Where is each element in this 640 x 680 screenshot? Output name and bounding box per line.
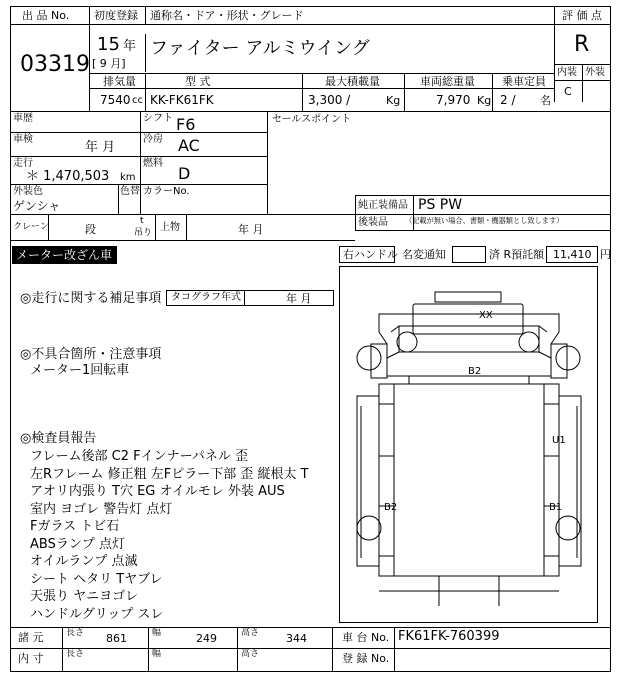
options-value: PS PW (418, 197, 463, 213)
divider (332, 627, 333, 672)
chassis-label: 車 台 No. (342, 631, 390, 644)
aftermarket-note: （記載が無い場合、書類・機器類とし致します） (405, 217, 564, 226)
width-value: 249 (196, 632, 217, 645)
reg-year-unit: 年 (123, 39, 137, 54)
divider (355, 214, 611, 215)
divider (582, 64, 583, 102)
divider (148, 627, 149, 672)
divider (237, 627, 238, 672)
lot-no-label: 出 品 No. (22, 9, 70, 22)
inspection-value: 年 月 (85, 140, 116, 155)
tacho-value: 年 月 (286, 292, 312, 305)
gross-weight-label: 車両総重量 (420, 75, 475, 88)
tacho-label: タコグラフ年式 (171, 292, 241, 303)
displacement-value: 7540 (100, 93, 131, 107)
model-value: KK-FK61FK (150, 93, 214, 107)
max-load-unit: Kg (386, 94, 401, 107)
history-label: 車歴 (13, 113, 33, 124)
side-panels (357, 396, 581, 566)
report-line: オイルランプ 点滅 (30, 554, 138, 569)
report-line: 左Rフレーム 修正粗 左Fピラー下部 歪 縦根太 T (30, 466, 309, 482)
mark-xx: XX (479, 310, 493, 321)
divider (267, 111, 268, 214)
divider (10, 184, 267, 185)
divider (145, 6, 146, 24)
wheel-front-left (357, 346, 381, 370)
inner-height-label: 高さ (241, 649, 260, 659)
divider (244, 290, 245, 306)
shift-label: シフト (143, 113, 173, 124)
divider (554, 6, 555, 102)
wheel-rear-right (556, 516, 580, 540)
score-label: 評 価 点 (562, 9, 602, 22)
divider (89, 88, 554, 89)
divider (62, 627, 63, 672)
reg-year: 15 (97, 34, 120, 55)
roof-marker (435, 292, 501, 302)
ac-label: 冷房 (143, 134, 163, 145)
color-label: 外装色 (13, 186, 43, 197)
divider (10, 648, 611, 649)
mark-u1: U1 (552, 435, 566, 446)
report-line: 室内 ヨゴレ 警告灯 点灯 (30, 501, 173, 517)
mark-b2-rear: B2 (384, 502, 398, 513)
crane-t: t (140, 216, 144, 226)
crane-top-label: 上物 (160, 222, 180, 233)
options-label: 純正装備品 (358, 200, 408, 211)
report-line: シート ヘタリ Tヤブレ (30, 571, 163, 587)
length-value: 861 (106, 632, 127, 645)
interior-grade: C (564, 85, 572, 98)
deposit-label: 済 R預託額 (489, 248, 545, 261)
height-value: 344 (286, 632, 307, 645)
ac-value: AC (178, 136, 200, 155)
divider (186, 214, 187, 240)
report-line: フレーム後部 C2 Fインナーパネル 歪 (30, 449, 249, 464)
model-label: 型 式 (185, 75, 211, 88)
divider (10, 132, 267, 133)
divider (140, 111, 141, 214)
name-change-box (452, 246, 486, 263)
mileage-label: 走行 (13, 158, 33, 169)
interior-label: 内装 (557, 67, 577, 78)
car-name: ファイター アルミウイング (150, 38, 370, 59)
crane-dan: 段 (85, 223, 96, 236)
reg-no-label: 登 録 No. (342, 652, 390, 665)
capacity-label: 乗車定員 (502, 75, 546, 88)
lot-number: 03319 (20, 52, 90, 77)
exterior-label: 外装 (585, 67, 605, 78)
divider (302, 73, 303, 111)
divider (118, 184, 119, 214)
divider (10, 111, 611, 112)
gross-weight-unit: Kg (477, 94, 492, 107)
divider (145, 34, 146, 72)
dims-label: 諸 元 (18, 631, 44, 644)
reg-month: [ 9 月] (92, 57, 126, 70)
headlight-right (519, 332, 539, 352)
aftermarket-label: 後装品 (358, 217, 388, 228)
cargo-box (379, 384, 559, 576)
inspector-title: ◎検査員報告 (20, 431, 97, 446)
width-label: 幅 (152, 628, 162, 638)
fuel-label: 燃料 (143, 158, 163, 169)
supplement-title: ◎走行に関する補足事項 (20, 291, 162, 306)
meter-tamper-badge: メーター改ざん車 (12, 246, 117, 264)
divider (10, 156, 267, 157)
defect-note: メーター1回転車 (30, 363, 130, 378)
name-label: 通称名・ドア・形状・グレード (150, 9, 304, 22)
divider (355, 195, 356, 230)
gross-weight-value: 7,970 (436, 93, 471, 107)
inner-width-label: 幅 (152, 649, 162, 659)
divider (404, 73, 405, 111)
divider (155, 214, 156, 240)
divider (10, 627, 611, 628)
vehicle-diagram (339, 266, 598, 623)
mileage-unit: km (120, 172, 136, 183)
divider (492, 73, 493, 111)
wheel-front-right (556, 346, 580, 370)
deposit-amount: 11,410 (553, 248, 592, 261)
crane-year-month: 年 月 (238, 223, 264, 236)
headlight-left (397, 332, 417, 352)
displacement-unit: cc (132, 95, 143, 106)
divider (89, 73, 554, 74)
deposit-unit: 円 (600, 248, 611, 261)
right-handle-label: 右ハンドル (343, 248, 398, 261)
shift-value: F6 (176, 115, 196, 134)
inner-label: 内 寸 (18, 652, 44, 665)
divider (394, 627, 395, 672)
divider (10, 24, 554, 25)
name-change-label: 名変通知 (402, 248, 446, 261)
report-line: ハンドルグリップ スレ (30, 606, 164, 622)
inner-length-label: 長さ (66, 649, 85, 659)
fuel-value: D (178, 164, 191, 183)
divider (355, 195, 611, 196)
max-load-label: 最大積載量 (325, 75, 380, 88)
displacement-label: 排気量 (103, 75, 136, 88)
divider (10, 214, 355, 215)
score-value: R (574, 32, 590, 57)
crane-hoist: 吊り (134, 228, 153, 238)
divider (145, 73, 146, 111)
first-reg-label: 初度登録 (94, 9, 138, 22)
max-load-value: 3,300 / (308, 93, 351, 107)
mark-b2-front: B2 (468, 366, 482, 377)
capacity-unit: 名 (540, 94, 551, 107)
report-line: 天張り ヤニヨゴレ (30, 589, 139, 604)
roof-panel (413, 304, 523, 334)
height-label: 高さ (241, 628, 260, 638)
report-line: Fガラス トビ石 (30, 519, 120, 534)
windshield (399, 326, 539, 352)
sales-point-label: セールスポイント (272, 114, 352, 125)
divider (10, 240, 355, 241)
mark-b1: B1 (549, 502, 563, 513)
divider (554, 24, 611, 25)
crane-label: クレーン (13, 222, 49, 232)
color-value: ゲンシャ (13, 199, 61, 213)
mileage-value: ＊ 1,470,503 (26, 169, 110, 184)
color-code-label: カラーNo. (143, 186, 190, 197)
defect-title: ◎不具合箇所・注意事項 (20, 347, 162, 362)
divider (355, 230, 611, 231)
color-change-label: 色替 (120, 186, 140, 197)
chassis-value: FK61FK-760399 (398, 629, 500, 644)
report-line: アオリ内張り T穴 EG オイルモレ 外装 AUS (30, 484, 285, 499)
inspection-label: 車検 (13, 134, 33, 145)
length-label: 長さ (66, 628, 85, 638)
capacity-value: 2 / (500, 93, 516, 107)
report-line: ABSランプ 点灯 (30, 536, 125, 552)
